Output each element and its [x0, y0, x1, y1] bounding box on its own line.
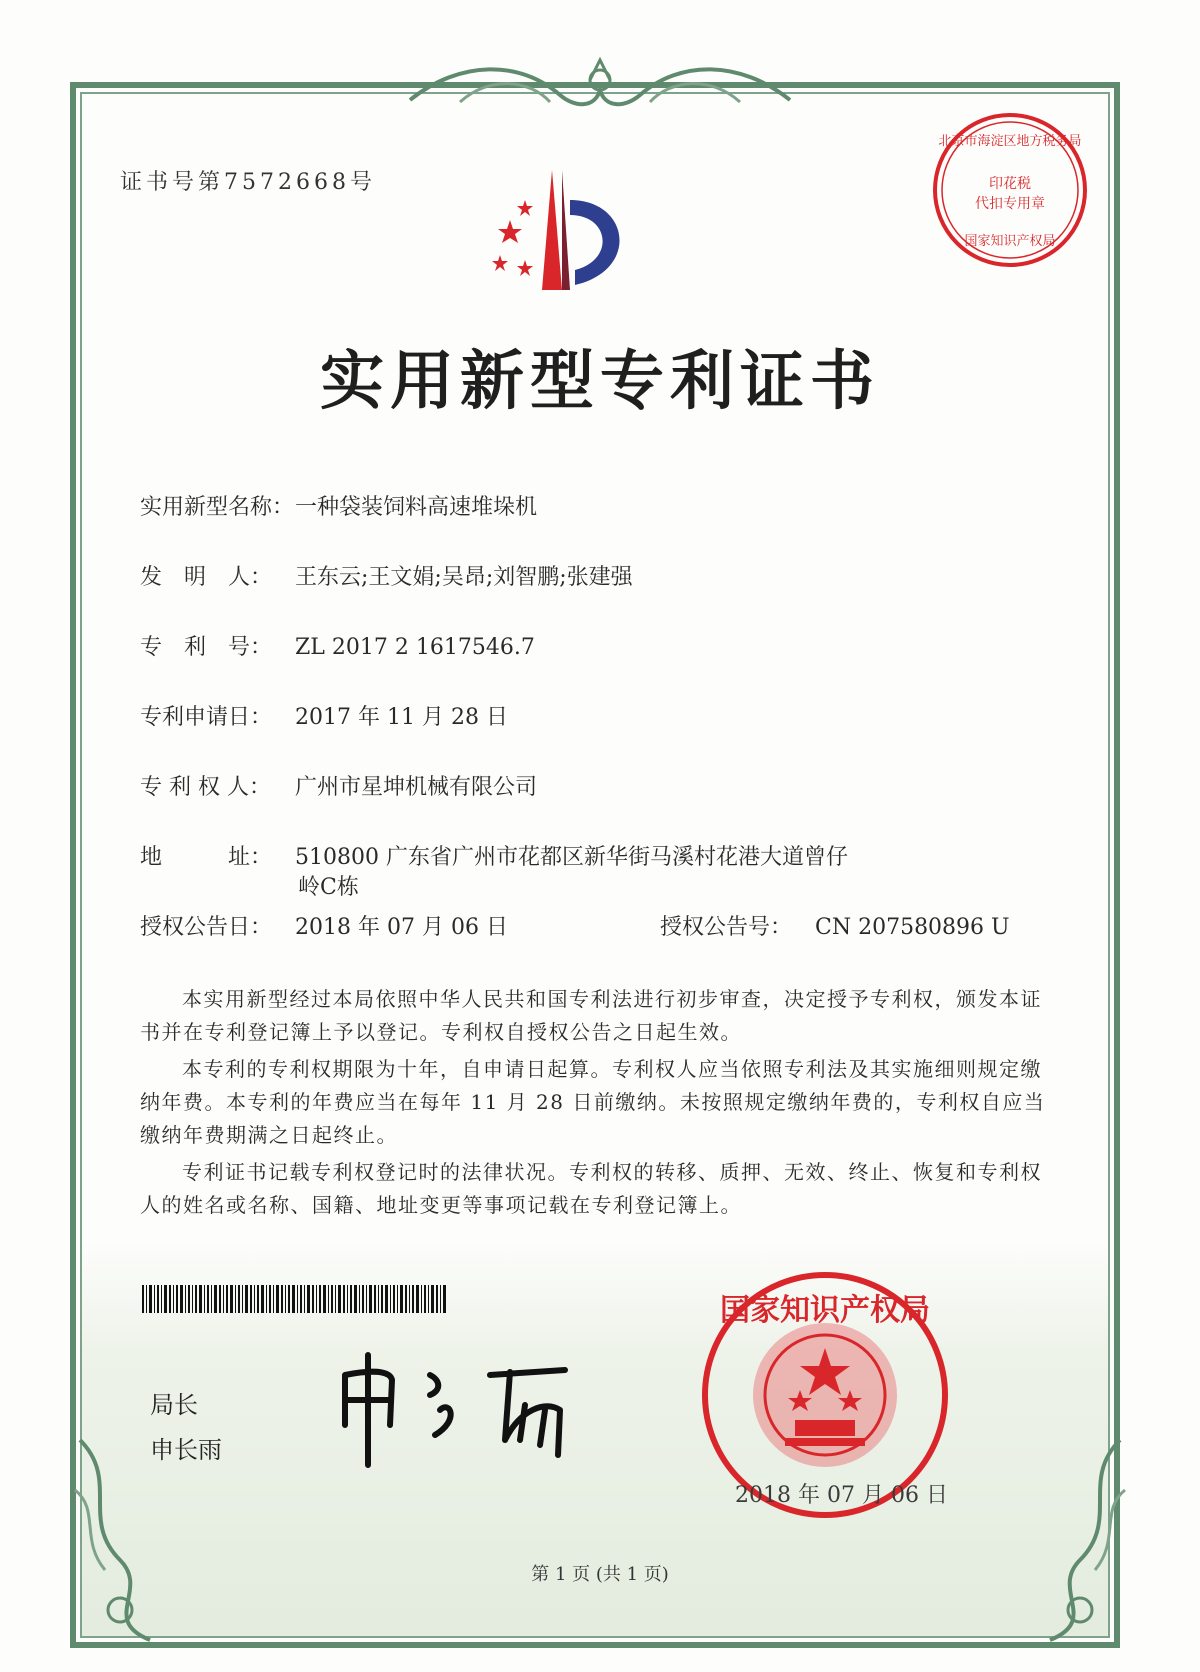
paragraph-term-statement: 本专利的专利权期限为十年，自申请日起算。专利权人应当依照专利法及其实施细则规定缴纳年费。本专利的年费应当在每年 11 月 28 日前缴纳。未按照规定缴纳年费的，专利权自应当缴纳年费期满之日起终止。 — [140, 1057, 1046, 1147]
field-label: 发 明 人： — [140, 565, 273, 590]
page-number: 第 1 页 (共 1 页) — [531, 1564, 669, 1585]
patent-office-logo-icon — [490, 160, 640, 310]
paragraph-legal-status: 专利证书记载专利权登记时的法律状况。专利权的转移、质押、无效、终止、恢复和专利权人的姓名或名称、国籍、地址变更等事项记载在专利登记簿上。 — [140, 1160, 1042, 1217]
corner-ornament-icon — [1030, 1430, 1140, 1650]
certificate-number: 证书号第7572668号 — [120, 170, 376, 195]
director-signature-icon — [330, 1340, 590, 1470]
field-utility-model-name — [140, 490, 537, 521]
field-grant-number — [660, 910, 1010, 941]
field-value: 一种袋装饲料高速堆垛机 — [295, 495, 538, 520]
field-patent-number — [140, 630, 535, 661]
tax-stamp-seal-icon — [930, 110, 1090, 270]
tax-stamp-line2: 代扣专用章 — [975, 196, 1045, 212]
field-address — [140, 840, 848, 871]
seal-ring-text: 国家知识产权局 — [720, 1293, 930, 1328]
field-value: 王东云;王文娟;吴昂;刘智鹏;张建强 — [295, 565, 633, 590]
field-value: 广州市星坤机械有限公司 — [295, 775, 538, 800]
field-inventors — [140, 560, 633, 591]
field-label: 授权公告号： — [660, 915, 793, 940]
director-title: 局长 — [150, 1391, 198, 1419]
tax-stamp-line1: 印花税 — [989, 176, 1031, 192]
field-value: 510800 广东省广州市花都区新华街马溪村花港大道曾仔 — [295, 845, 848, 870]
field-label: 授权公告日： — [140, 915, 273, 940]
field-label: 专 利 号： — [140, 635, 273, 660]
field-value: 2017 年 11 月 28 日 — [295, 705, 508, 730]
paragraph-grant-statement: 本实用新型经过本局依照中华人民共和国专利法进行初步审查，决定授予专利权，颁发本证书并在专利登记簿上予以登记。专利权自授权公告之日起生效。 — [140, 987, 1042, 1044]
field-value: 2018 年 07 月 06 日 — [295, 915, 508, 940]
field-address-line2: 岭C栋 — [298, 875, 359, 900]
page-title: 实用新型专利证书 — [320, 344, 880, 419]
seal-date: 2018 年 07 月 06 日 — [735, 1483, 948, 1508]
field-label: 专 利 权 人： — [140, 775, 271, 800]
field-filing-date — [140, 700, 508, 731]
tax-stamp-bottom-text: 国家知识产权局 — [964, 234, 1056, 249]
top-ornament-icon — [400, 40, 800, 130]
director-name: 申长雨 — [150, 1436, 222, 1464]
field-label: 地 址： — [140, 845, 273, 870]
field-label: 专利申请日： — [140, 705, 273, 730]
field-grant-date — [140, 910, 508, 941]
tax-stamp-ring-text: 北京市海淀区地方税务局 — [938, 134, 1082, 149]
field-patentee — [140, 770, 537, 801]
field-value: CN 207580896 U — [815, 915, 1010, 940]
field-value: ZL 2017 2 1617546.7 — [295, 635, 535, 660]
barcode-icon — [142, 1285, 447, 1313]
field-label: 实用新型名称： — [140, 495, 295, 520]
